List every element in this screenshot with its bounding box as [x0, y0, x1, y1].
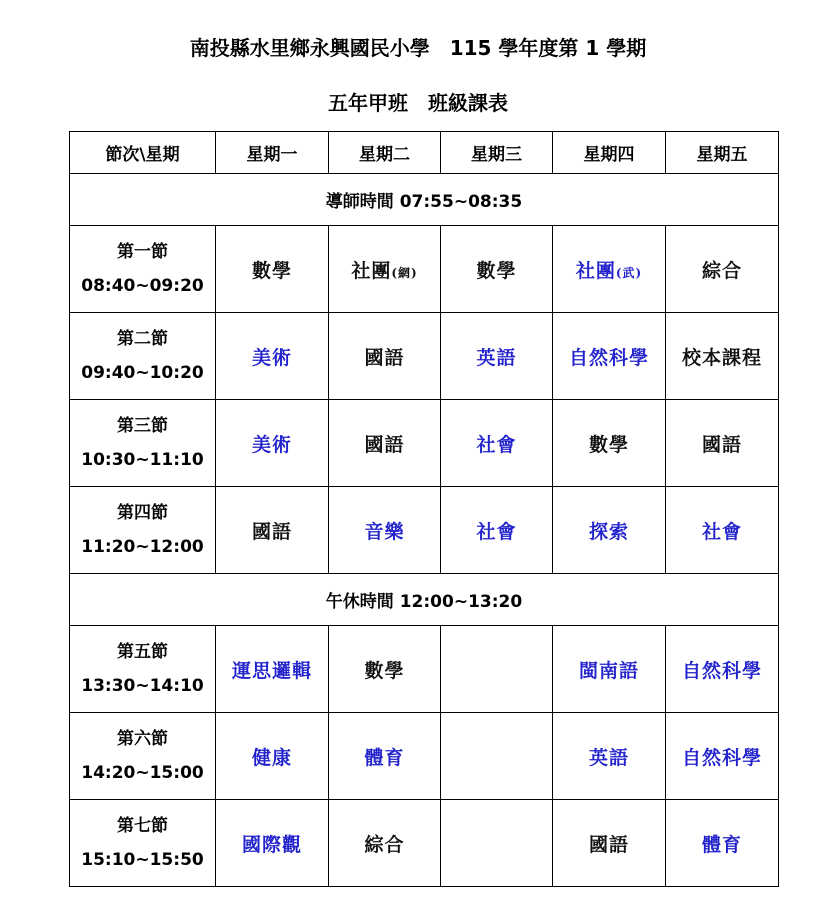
period-time: 09:40~10:20 — [81, 363, 204, 383]
subject-cell — [441, 400, 553, 487]
subject — [589, 834, 629, 856]
period-cell — [70, 487, 216, 574]
subject-name: 綜合 — [701, 259, 742, 282]
subject-cell — [216, 713, 329, 800]
subject — [364, 747, 404, 769]
period-name: 第三節 — [117, 416, 168, 436]
subject-name: 英語 — [588, 746, 629, 769]
subject-cell — [666, 713, 779, 800]
subject-name: 國語 — [364, 346, 405, 369]
period-cell — [70, 313, 216, 400]
period-time: 08:40~09:20 — [81, 276, 204, 296]
subject-name: 數學 — [364, 659, 405, 682]
period-row — [70, 226, 779, 313]
subject-cell — [441, 713, 553, 800]
subject — [576, 260, 642, 282]
day-header: 星期五 — [666, 132, 779, 174]
period-row — [70, 800, 779, 887]
corner-header: 節次\星期 — [70, 132, 216, 174]
subject — [702, 434, 742, 456]
subject-cell — [216, 626, 329, 713]
subject — [364, 660, 404, 682]
day-header: 星期一 — [216, 132, 329, 174]
subject-name: 自然科學 — [681, 659, 762, 682]
subject-cell — [441, 226, 553, 313]
subject — [252, 521, 292, 543]
subject-name: 健康 — [251, 746, 292, 769]
subject-cell — [553, 800, 666, 887]
subject-cell — [666, 400, 779, 487]
subject — [252, 747, 292, 769]
subject-cell — [441, 626, 553, 713]
day-header: 星期三 — [441, 132, 553, 174]
subject-name: 音樂 — [364, 520, 405, 543]
period-row — [70, 400, 779, 487]
subject — [364, 434, 404, 456]
subject — [252, 434, 292, 456]
subject — [589, 521, 629, 543]
subject-name: 校本課程 — [681, 346, 762, 369]
subject-name: 社會 — [701, 520, 742, 543]
subject-cell — [553, 487, 666, 574]
subject — [476, 347, 516, 369]
subject-cell — [666, 313, 779, 400]
period-row — [70, 626, 779, 713]
school-title: 南投縣水里鄉永興國民小學 115 學年度第 1 學期 — [189, 36, 647, 60]
subject-cell — [329, 713, 441, 800]
subject-cell — [329, 400, 441, 487]
subject-cell — [329, 226, 441, 313]
subject-cell — [553, 400, 666, 487]
subject-name: 體育 — [364, 746, 405, 769]
subject-name: 自然科學 — [568, 346, 649, 369]
subject — [364, 347, 404, 369]
subject-cell — [666, 487, 779, 574]
morning-band-row — [70, 174, 779, 226]
subject-cell — [216, 800, 329, 887]
subject-cell — [553, 226, 666, 313]
subject — [702, 260, 742, 282]
period-time: 15:10~15:50 — [81, 850, 204, 870]
subject-name: 綜合 — [364, 833, 405, 856]
subject — [364, 834, 404, 856]
subject — [702, 834, 742, 856]
subject-name: 國語 — [364, 433, 405, 456]
subject-cell — [553, 713, 666, 800]
subject-cell — [441, 487, 553, 574]
day-header: 星期二 — [329, 132, 441, 174]
subject — [476, 260, 516, 282]
timetable — [69, 131, 779, 887]
period-row — [70, 313, 779, 400]
subject — [682, 660, 762, 682]
period-name: 第七節 — [117, 816, 168, 836]
subject-cell — [329, 800, 441, 887]
class-title: 五年甲班 班級課表 — [328, 91, 508, 115]
period-name: 第四節 — [117, 503, 168, 523]
period-cell — [70, 400, 216, 487]
subject-cell — [666, 800, 779, 887]
subject — [682, 347, 762, 369]
day-header: 星期四 — [553, 132, 666, 174]
subject-name: 數學 — [476, 259, 517, 282]
subject-name: 國語 — [588, 833, 629, 856]
subject-name: 社會 — [476, 520, 517, 543]
subject-cell — [441, 800, 553, 887]
subject-name: 英語 — [476, 346, 517, 369]
subject-name: 國語 — [251, 520, 292, 543]
subject-name: 自然科學 — [681, 746, 762, 769]
subject-cell — [553, 313, 666, 400]
subject-cell — [329, 487, 441, 574]
subject-name: 社會 — [476, 433, 517, 456]
subject-cell — [666, 226, 779, 313]
period-time: 11:20~12:00 — [81, 537, 204, 557]
subject-name: 美術 — [251, 346, 292, 369]
period-cell — [70, 800, 216, 887]
period-cell — [70, 626, 216, 713]
subject-name: 閩南語 — [578, 659, 639, 682]
subject-cell — [216, 226, 329, 313]
period-cell — [70, 226, 216, 313]
subject — [589, 747, 629, 769]
subject-name: 社團 — [575, 259, 616, 282]
period-name: 第五節 — [117, 642, 168, 662]
period-name: 第一節 — [117, 242, 168, 262]
timetable-body — [70, 132, 779, 887]
subject — [252, 260, 292, 282]
subject-name: 美術 — [251, 433, 292, 456]
subject-cell — [441, 313, 553, 400]
subject-name: 體育 — [701, 833, 742, 856]
period-row — [70, 713, 779, 800]
subject-name: 探索 — [588, 520, 629, 543]
period-name: 第二節 — [117, 329, 168, 349]
subject-cell — [666, 626, 779, 713]
period-time: 13:30~14:10 — [81, 676, 204, 696]
subject — [242, 834, 302, 856]
period-cell — [70, 713, 216, 800]
period-time: 14:20~15:00 — [81, 763, 204, 783]
subject-cell — [553, 626, 666, 713]
subject — [364, 521, 404, 543]
subject-name: 國語 — [701, 433, 742, 456]
lunch-band: 午休時間 12:00~13:20 — [70, 574, 779, 626]
subject-name: 數學 — [251, 259, 292, 282]
header-row — [70, 132, 779, 174]
subject-cell — [216, 487, 329, 574]
subject-name: 運思邏輯 — [231, 659, 312, 682]
subject — [252, 347, 292, 369]
morning-band: 導師時間 07:55~08:35 — [70, 174, 779, 226]
period-time: 10:30~11:10 — [81, 450, 204, 470]
lunch-band-row — [70, 574, 779, 626]
subject-name: 社團 — [351, 259, 392, 282]
subject-note: (武) — [615, 265, 643, 280]
period-name: 第六節 — [117, 729, 168, 749]
subject — [569, 347, 649, 369]
subject — [232, 660, 312, 682]
subject-name: 數學 — [588, 433, 629, 456]
subject — [579, 660, 639, 682]
subject — [476, 434, 516, 456]
subject-cell — [329, 313, 441, 400]
subject — [476, 521, 516, 543]
subject — [351, 260, 417, 282]
subject-cell — [216, 313, 329, 400]
subject — [589, 434, 629, 456]
subject-cell — [329, 626, 441, 713]
subject — [682, 747, 762, 769]
subject-name: 國際觀 — [241, 833, 302, 856]
subject-note: (網) — [391, 265, 418, 280]
period-row — [70, 487, 779, 574]
subject — [702, 521, 742, 543]
subject-cell — [216, 400, 329, 487]
